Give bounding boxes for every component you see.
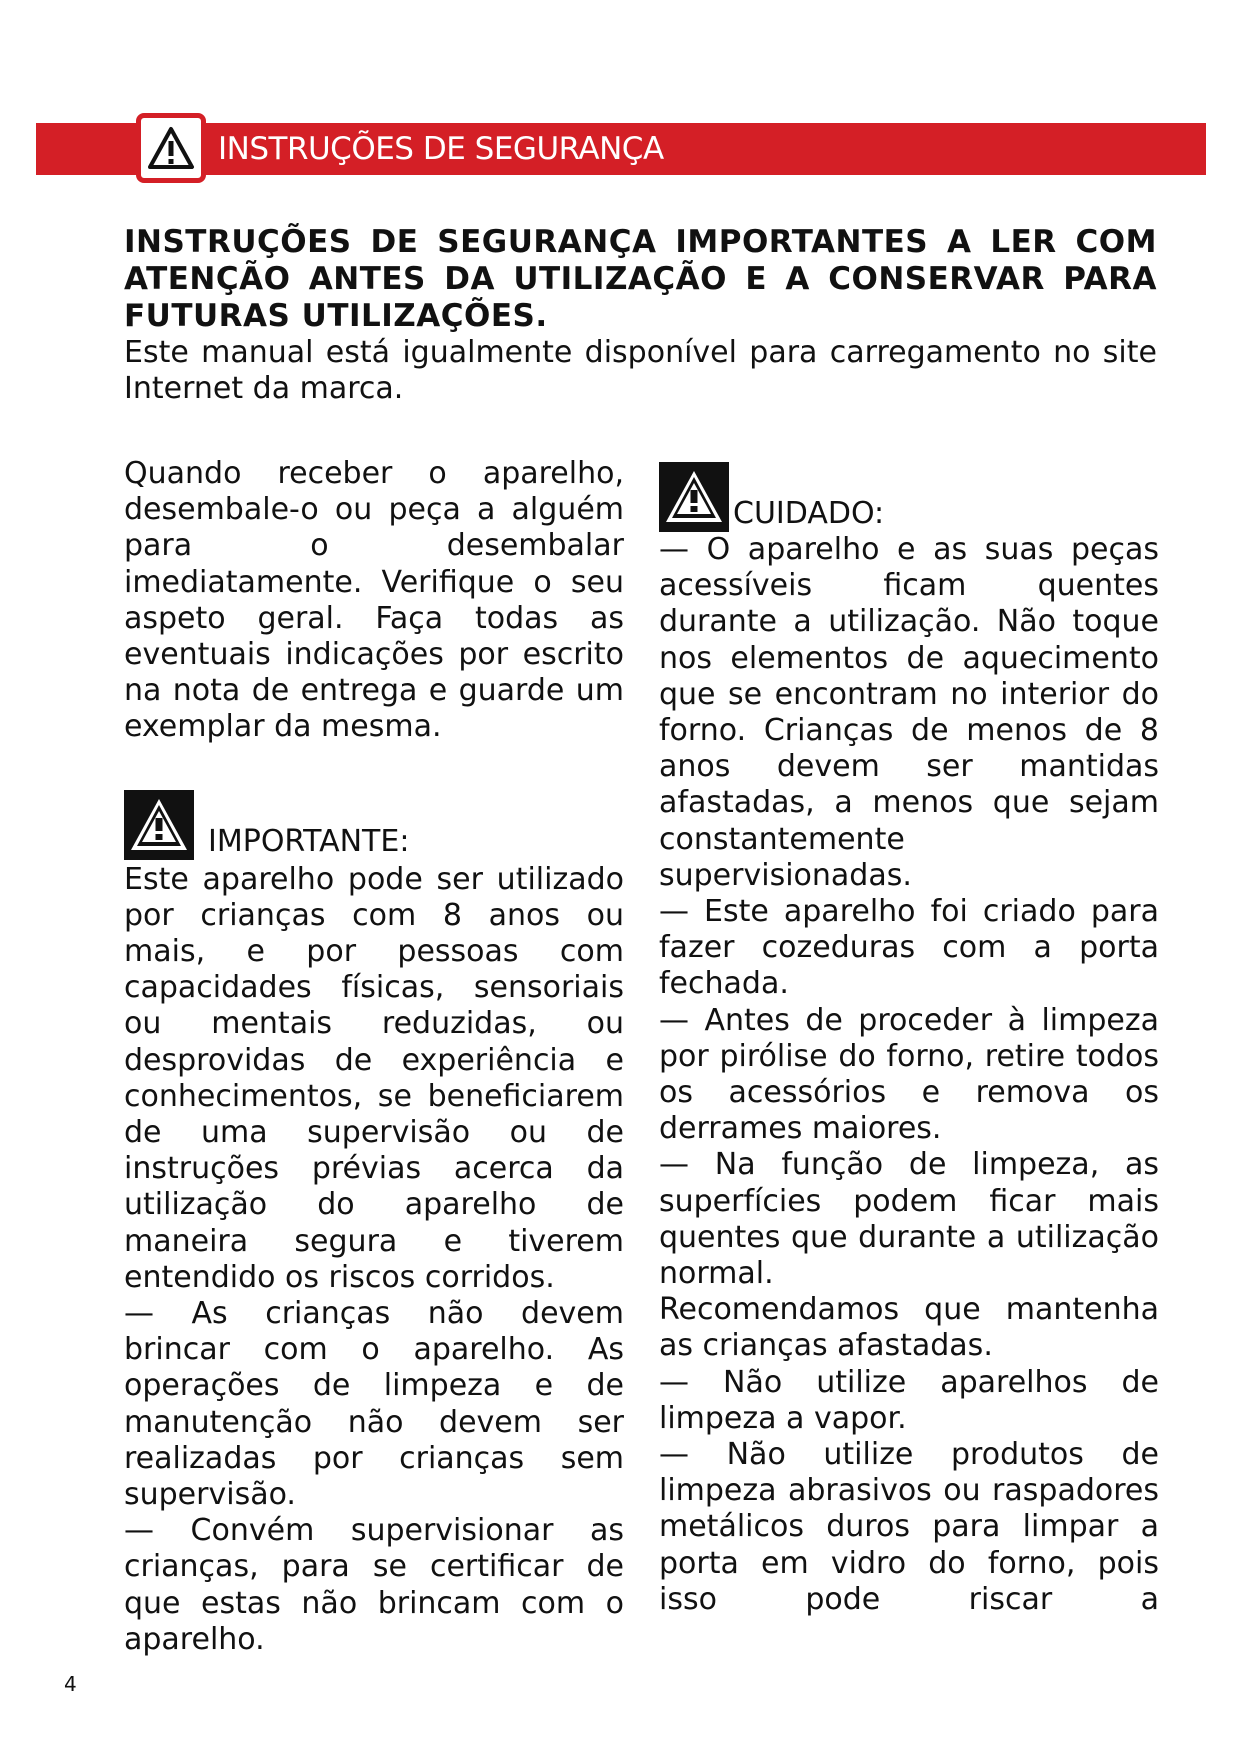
no-abrasive-paragraph: — Não utilize produtos de limpeza abrasivos ou raspadores metálicos duros para limpar a porta em vidro do forno, pois isso pode riscar a (659, 1437, 1159, 1617)
receipt-paragraph: Quando receber o aparelho, desembale-o ou peça a alguém para o desembalar imediatamente. Verifique o seu aspeto geral. Faça todas as eventuais indicações por escrito na nota de entrega e guarde um exemplar da mesma. (124, 456, 624, 745)
warning-icon (124, 790, 194, 860)
pyrolysis-paragraph: — Antes de proceder à limpeza por pirólise do forno, retire todos os acessórios e remova os derrames maiores. (659, 1002, 1159, 1147)
caution-label: CUIDADO: (733, 496, 885, 531)
warning-icon (659, 462, 729, 532)
important-label: IMPORTANTE: (208, 823, 410, 859)
warning-triangle-icon (136, 113, 206, 183)
supervise-paragraph: — Convém supervisionar as crianças, para se certificar de que estas não brincam com o aparelho. (124, 1513, 624, 1657)
hot-parts-paragraph: — O aparelho e as suas peças acessíveis ficam quentes durante a utilização. Não toque nos elementos de aquecimento que se encontram no interior do forno. Crianças de menos de 8 anos devem ser mantidas afastadas, a menos que sejam constantemente supervisionadas. (659, 532, 1159, 893)
section-title: INSTRUÇÕES DE SEGURANÇA (218, 131, 664, 167)
important-paragraph: Este aparelho pode ser utilizado por crianças com 8 anos ou mais, e por pessoas com capacidades físicas, sensoriais ou mentais reduzidas, ou desprovidas de experiência e conhecimentos, se beneficiarem de uma supervisão ou de instruções prévias acerca da utilização do aparelho de maneira segura e tiverem entendido os riscos corridos. (124, 861, 624, 1295)
door-closed-paragraph: — Este aparelho foi criado para fazer cozeduras com a porta fechada. (659, 894, 1159, 1002)
page-number: 4 (64, 1672, 77, 1696)
cleaning-hot-paragraph: — Na função de limpeza, as superfícies podem ficar mais quentes que durante a utilização normal. (659, 1147, 1159, 1292)
children-play-paragraph: — As crianças não devem brincar com o aparelho. As operações de limpeza e de manutenção não devem ser realizadas por crianças sem supervisão. (124, 1296, 624, 1513)
no-steam-paragraph: — Não utilize aparelhos de limpeza a vapor. (659, 1364, 1159, 1436)
right-column (659, 462, 1159, 1618)
intro-section (124, 224, 1157, 407)
intro-text: Este manual está igualmente disponível para carregamento no site Internet da marca. (124, 335, 1157, 406)
important-heading (124, 790, 624, 860)
caution-heading (659, 462, 1159, 532)
intro-heading: INSTRUÇÕES DE SEGURANÇA IMPORTANTES A LER COM ATENÇÃO ANTES DA UTILIZAÇÃO E A CONSERVAR PARA FUTURAS UTILIZAÇÕES. (124, 224, 1157, 334)
keep-away-paragraph: Recomendamos que mantenha as crianças afastadas. (659, 1292, 1159, 1364)
left-column (124, 456, 624, 1658)
